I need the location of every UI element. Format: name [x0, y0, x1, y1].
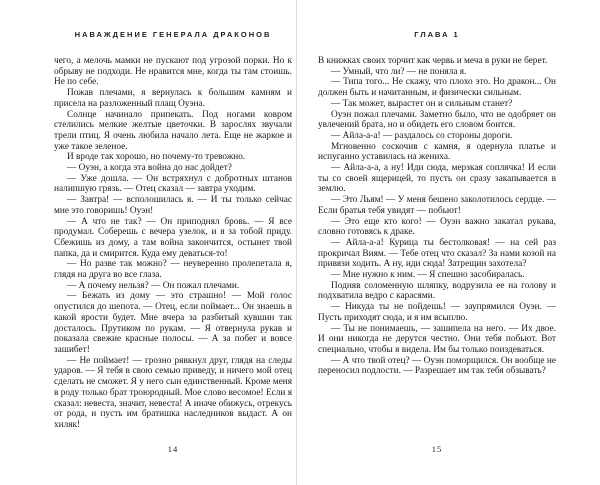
paragraph: — Айла-а-а! Курица ты бестолковая! — на сей раз прокричал Виям. — Тебе отец что сказал? За нами козой на привязи ходить. А ну, иди сюда! Затрещин захотела? [318, 237, 556, 270]
paragraph: В книжках своих торчит как червь и меча в руки не берет. [318, 56, 548, 66]
paragraph: — А что не так? — Он приподнял бровь. — Я все продумал. Соберешь с вечера узелок, и я за тобой приду. Сбежишь из дому, а там война закончится, остынет твой папка, да и смирится. Куда ему деваться-то! [54, 216, 292, 259]
paragraph: — Айла-а-а, а ну! Иди сюда, мерзкая соплячка! И если ты со своей ящерицей, то пусть он сразу закапывается в землю. [318, 163, 556, 195]
running-head-book-title: НАВАЖДЕНИЕ ГЕНЕРАЛА ДРАКОНОВ [74, 30, 272, 39]
paragraph: Подняв соломенную шляпку, водрузила ее на голову и подхватила ведро с карасями. [318, 280, 556, 302]
paragraph: — Так может, вырастет он и сильным станет? [331, 98, 513, 109]
paragraph: — Умный, что ли? — не поняла я. [331, 66, 467, 77]
paragraph: — Айла-а-а! — раздалось со стороны дороги. [331, 130, 513, 141]
page-number-right: 15 [431, 444, 443, 454]
paragraph: — Уже дошла. — Он встряхнул с добротных штанов налипшую грязь. — Отец сказал — завтра уходим. [54, 173, 292, 195]
paragraph: — А почему нельзя? — Он пожал плечами. [67, 280, 240, 291]
page-left-body [54, 56, 292, 431]
page-right[interactable] [318, 30, 556, 460]
paragraph: — Мне нужно к ним. — Я спешно засобиралась. [331, 270, 525, 281]
paragraph: чего, а мелочь мамки не пускают под угрозой порки. Но к обрыву не подходи. Не нравится мне, когда ты там стоишь. Не по себе. [54, 56, 292, 88]
paragraph: Мгновенно соскочив с камня, я одернула платье и испуганно уставилась на жениха. [318, 141, 556, 163]
paragraph: Пожав плечами, я вернулась к большим камням и присела на разложенный плащ Оуэна. [54, 88, 292, 109]
paragraph: Оуэн пожал плечами. Заметно было, что не одобряет он увлечений брата, но и обидеть его словом боится. [318, 109, 556, 131]
running-head-chapter-title: ГЛАВА 1 [414, 30, 460, 39]
paragraph: — Это Льям! — У меня бешено заколотилось сердце. — Если братья тебя увидят — побьют! [318, 195, 556, 216]
paragraph: И вроде так хорошо, но почему-то тревожно. [67, 152, 246, 163]
page-left[interactable] [54, 30, 292, 460]
paragraph: Солнце начинало припекать. Под ногами ковром стелились мелкие желтые цветочки. В зарослях звучали трели птиц. Я очень любила начало лета. Еще не жаркое и уже такое зеленое. [54, 109, 292, 152]
paragraph: — Это еще кто кого! — Оуэн важно закатал рукава, словно готовясь к драке. [318, 216, 556, 238]
paragraph: — Завтра! — всполошилась я. — И ты только сейчас мне это говоришь! Оуэн! [54, 195, 292, 216]
page-number-left: 14 [167, 444, 179, 454]
page-gutter-divider [296, 0, 297, 485]
paragraph: — Не поймает! — грозно рявкнул друг, глядя на следы ударов. — Я тебя в свою семью приведу, и ничего мой отец сделать не сможет. Я у него сын единственный. Кроме меня в роду только брат троюродный. Мое слово весомое! Если я сказал: невеста, значит, невеста! А иначе обижусь, отрекусь от рода, и пусть им братишка наследников выдаст. А он хиляк! [54, 355, 292, 430]
page-right-body [318, 56, 556, 377]
paragraph: — Никуда ты не пойдешь! — заупрямился Оуэн. — Пусть приходят сюда, и я им всыплю. [318, 302, 556, 323]
paragraph: — Но разве так можно? — неуверенно пролепетала я, глядя на друга во все глаза. [54, 259, 292, 281]
paragraph: — Ты не понимаешь, — зашипела на него. — Их двое. И они никогда не дерутся честно. Они тебя побьют. Вот специально, чтобы я видела. Им бы только поиздеваться. [318, 323, 556, 355]
paragraph: — Типа того... Не скажу, что плохо это. Но дракон... Он должен быть и начитанным, и физически сильным. [318, 77, 556, 99]
paragraph: — А что твой отец? — Оуэн поморщился. Он вообще не переносил подлости. — Разрешает им так тебя обзывать? [318, 355, 556, 377]
paragraph: — Бежать из дому — это страшно! — Мой голос опустился до шепота. — Отец, если поймает... Он знаешь в какой ярости будет. Мне вчера за разбитый кувшин так досталось. Прутиком по рукам. — Я отвернула рукав и показала свежие красные полосы. — А за побег и вовсе зашибет! [54, 291, 292, 355]
paragraph: — Оуэн, а когда эта война до нас дойдет? [67, 163, 232, 174]
